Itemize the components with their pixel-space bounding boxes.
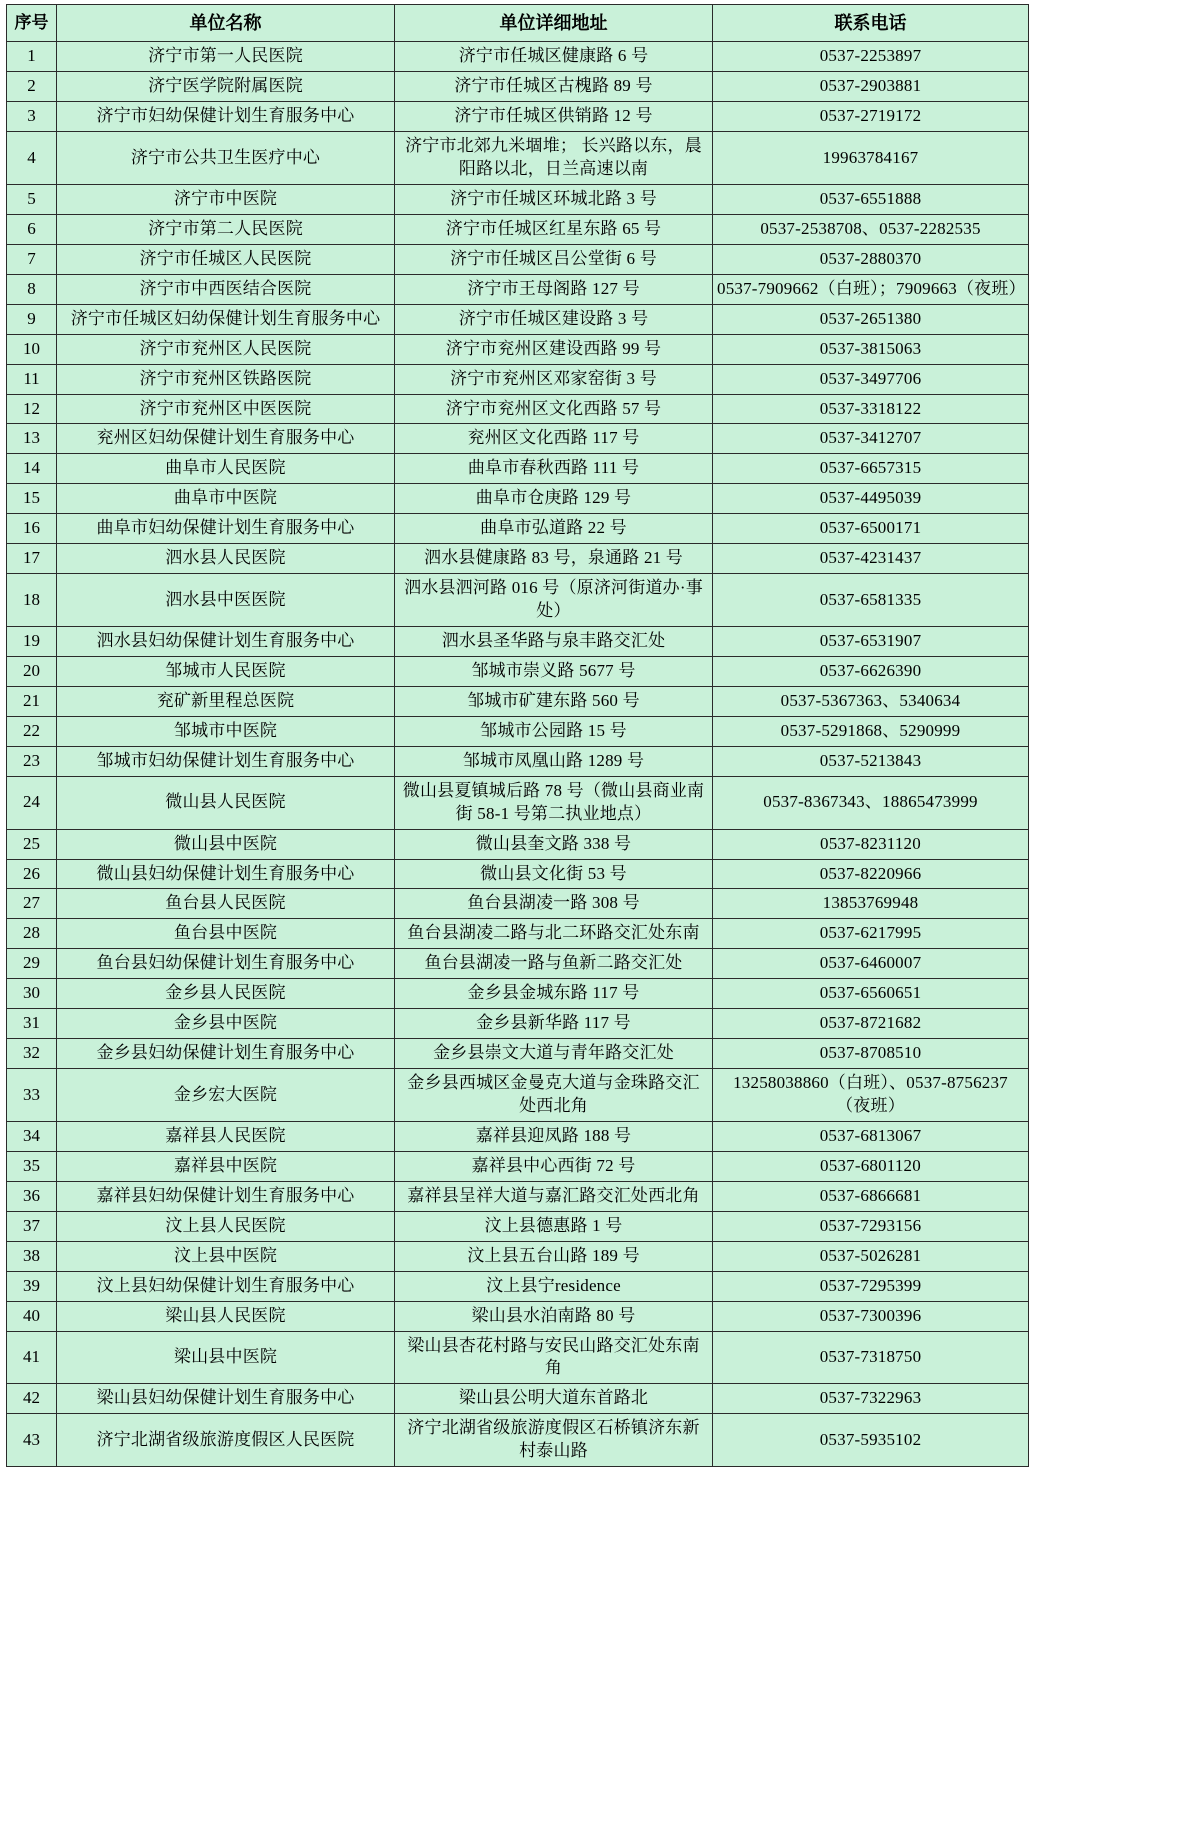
cell-unit-name: 济宁市第二人民医院 xyxy=(57,214,395,244)
table-row xyxy=(7,132,1029,185)
cell-index: 18 xyxy=(7,574,57,627)
cell-phone: 0537-2651380 xyxy=(713,304,1029,334)
cell-unit-name: 济宁市公共卫生医疗中心 xyxy=(57,132,395,185)
cell-phone: 0537-6813067 xyxy=(713,1121,1029,1151)
cell-phone: 0537-6581335 xyxy=(713,574,1029,627)
cell-phone: 0537-6500171 xyxy=(713,514,1029,544)
table-row xyxy=(7,1241,1029,1271)
table-row xyxy=(7,919,1029,949)
table-row xyxy=(7,1121,1029,1151)
cell-address: 济宁市任城区吕公堂街 6 号 xyxy=(395,244,713,274)
cell-unit-name: 济宁市兖州区铁路医院 xyxy=(57,364,395,394)
cell-address: 金乡县西城区金曼克大道与金珠路交汇处西北角 xyxy=(395,1069,713,1122)
hospital-contact-table xyxy=(6,4,1029,1467)
cell-unit-name: 兖州区妇幼保健计划生育服务中心 xyxy=(57,424,395,454)
cell-address: 梁山县水泊南路 80 号 xyxy=(395,1301,713,1331)
table-row xyxy=(7,1331,1029,1384)
cell-index: 24 xyxy=(7,776,57,829)
cell-index: 7 xyxy=(7,244,57,274)
cell-address: 济宁北湖省级旅游度假区石桥镇济东新村泰山路 xyxy=(395,1414,713,1467)
cell-address: 泗水县健康路 83 号，泉通路 21 号 xyxy=(395,544,713,574)
table-row xyxy=(7,244,1029,274)
cell-unit-name: 曲阜市妇幼保健计划生育服务中心 xyxy=(57,514,395,544)
cell-unit-name: 泗水县人民医院 xyxy=(57,544,395,574)
cell-unit-name: 金乡宏大医院 xyxy=(57,1069,395,1122)
cell-index: 6 xyxy=(7,214,57,244)
table-header-row xyxy=(7,5,1029,42)
table-row xyxy=(7,1414,1029,1467)
table-row xyxy=(7,1211,1029,1241)
cell-unit-name: 曲阜市人民医院 xyxy=(57,454,395,484)
table-row xyxy=(7,574,1029,627)
cell-unit-name: 济宁北湖省级旅游度假区人民医院 xyxy=(57,1414,395,1467)
cell-unit-name: 邹城市中医院 xyxy=(57,716,395,746)
cell-unit-name: 济宁市妇幼保健计划生育服务中心 xyxy=(57,102,395,132)
cell-index: 43 xyxy=(7,1414,57,1467)
cell-unit-name: 微山县中医院 xyxy=(57,829,395,859)
table-row xyxy=(7,979,1029,1009)
cell-phone: 0537-2719172 xyxy=(713,102,1029,132)
table-row xyxy=(7,274,1029,304)
cell-index: 2 xyxy=(7,72,57,102)
cell-address: 邹城市凤凰山路 1289 号 xyxy=(395,746,713,776)
cell-phone: 0537-2538708、0537-2282535 xyxy=(713,214,1029,244)
table-row xyxy=(7,1181,1029,1211)
cell-address: 曲阜市弘道路 22 号 xyxy=(395,514,713,544)
table-row xyxy=(7,484,1029,514)
cell-phone: 0537-6657315 xyxy=(713,454,1029,484)
cell-address: 金乡县金城东路 117 号 xyxy=(395,979,713,1009)
table-row xyxy=(7,656,1029,686)
cell-address: 泗水县圣华路与泉丰路交汇处 xyxy=(395,627,713,657)
table-row xyxy=(7,304,1029,334)
cell-address: 济宁市任城区环城北路 3 号 xyxy=(395,184,713,214)
table-row xyxy=(7,424,1029,454)
cell-index: 20 xyxy=(7,656,57,686)
cell-unit-name: 梁山县人民医院 xyxy=(57,1301,395,1331)
cell-address: 汶上县德惠路 1 号 xyxy=(395,1211,713,1241)
cell-index: 38 xyxy=(7,1241,57,1271)
cell-unit-name: 济宁市任城区人民医院 xyxy=(57,244,395,274)
table-row xyxy=(7,42,1029,72)
cell-index: 16 xyxy=(7,514,57,544)
cell-address: 嘉祥县中心西街 72 号 xyxy=(395,1151,713,1181)
cell-index: 14 xyxy=(7,454,57,484)
cell-index: 34 xyxy=(7,1121,57,1151)
cell-address: 微山县奎文路 338 号 xyxy=(395,829,713,859)
cell-phone: 0537-4231437 xyxy=(713,544,1029,574)
cell-index: 21 xyxy=(7,686,57,716)
cell-phone: 0537-7293156 xyxy=(713,1211,1029,1241)
cell-index: 9 xyxy=(7,304,57,334)
table-row xyxy=(7,1009,1029,1039)
cell-index: 11 xyxy=(7,364,57,394)
table-row xyxy=(7,514,1029,544)
cell-address: 泗水县泗河路 016 号（原济河街道办·事处） xyxy=(395,574,713,627)
cell-phone: 0537-6626390 xyxy=(713,656,1029,686)
cell-index: 15 xyxy=(7,484,57,514)
cell-index: 1 xyxy=(7,42,57,72)
table-row xyxy=(7,1271,1029,1301)
cell-address: 济宁市任城区古槐路 89 号 xyxy=(395,72,713,102)
cell-phone: 0537-3318122 xyxy=(713,394,1029,424)
cell-address: 济宁市任城区供销路 12 号 xyxy=(395,102,713,132)
cell-unit-name: 微山县妇幼保健计划生育服务中心 xyxy=(57,859,395,889)
cell-unit-name: 鱼台县中医院 xyxy=(57,919,395,949)
cell-phone: 0537-2880370 xyxy=(713,244,1029,274)
cell-address: 济宁市兖州区文化西路 57 号 xyxy=(395,394,713,424)
cell-address: 济宁市任城区健康路 6 号 xyxy=(395,42,713,72)
cell-address: 邹城市公园路 15 号 xyxy=(395,716,713,746)
table-row xyxy=(7,394,1029,424)
cell-phone: 0537-3412707 xyxy=(713,424,1029,454)
cell-address: 微山县夏镇城后路 78 号（微山县商业南街 58-1 号第二执业地点） xyxy=(395,776,713,829)
cell-index: 29 xyxy=(7,949,57,979)
cell-unit-name: 济宁市兖州区中医医院 xyxy=(57,394,395,424)
cell-address: 兖州区文化西路 117 号 xyxy=(395,424,713,454)
cell-index: 13 xyxy=(7,424,57,454)
cell-unit-name: 济宁市兖州区人民医院 xyxy=(57,334,395,364)
table-row xyxy=(7,102,1029,132)
cell-phone: 0537-8721682 xyxy=(713,1009,1029,1039)
cell-address: 嘉祥县呈祥大道与嘉汇路交汇处西北角 xyxy=(395,1181,713,1211)
cell-phone: 0537-5213843 xyxy=(713,746,1029,776)
table-row xyxy=(7,72,1029,102)
cell-phone: 0537-7322963 xyxy=(713,1384,1029,1414)
cell-index: 26 xyxy=(7,859,57,889)
cell-unit-name: 嘉祥县中医院 xyxy=(57,1151,395,1181)
cell-phone: 0537-8708510 xyxy=(713,1039,1029,1069)
table-head xyxy=(7,5,1029,42)
cell-address: 济宁市兖州区邓家窑街 3 号 xyxy=(395,364,713,394)
table-row xyxy=(7,686,1029,716)
cell-index: 28 xyxy=(7,919,57,949)
table-row xyxy=(7,1384,1029,1414)
cell-index: 23 xyxy=(7,746,57,776)
cell-index: 22 xyxy=(7,716,57,746)
cell-index: 19 xyxy=(7,627,57,657)
table-row xyxy=(7,746,1029,776)
cell-phone: 0537-6866681 xyxy=(713,1181,1029,1211)
cell-unit-name: 鱼台县妇幼保健计划生育服务中心 xyxy=(57,949,395,979)
cell-unit-name: 金乡县中医院 xyxy=(57,1009,395,1039)
cell-index: 27 xyxy=(7,889,57,919)
cell-address: 济宁市兖州区建设西路 99 号 xyxy=(395,334,713,364)
cell-index: 32 xyxy=(7,1039,57,1069)
table-row xyxy=(7,829,1029,859)
cell-phone: 0537-6531907 xyxy=(713,627,1029,657)
cell-phone: 0537-6217995 xyxy=(713,919,1029,949)
cell-index: 25 xyxy=(7,829,57,859)
cell-phone: 0537-6460007 xyxy=(713,949,1029,979)
table-body xyxy=(7,42,1029,1467)
cell-address: 济宁市北郊九米堌堆； 长兴路以东，晨阳路以北，日兰高速以南 xyxy=(395,132,713,185)
cell-phone: 0537-8220966 xyxy=(713,859,1029,889)
cell-phone: 0537-6560651 xyxy=(713,979,1029,1009)
cell-index: 3 xyxy=(7,102,57,132)
cell-address: 金乡县崇文大道与青年路交汇处 xyxy=(395,1039,713,1069)
cell-phone: 0537-7909662（白班）；7909663（夜班） xyxy=(713,274,1029,304)
table-row xyxy=(7,1069,1029,1122)
cell-index: 31 xyxy=(7,1009,57,1039)
cell-phone: 0537-3815063 xyxy=(713,334,1029,364)
cell-phone: 13853769948 xyxy=(713,889,1029,919)
cell-unit-name: 梁山县妇幼保健计划生育服务中心 xyxy=(57,1384,395,1414)
cell-phone: 0537-3497706 xyxy=(713,364,1029,394)
cell-address: 曲阜市仓庚路 129 号 xyxy=(395,484,713,514)
cell-phone: 13258038860（白班）、0537-8756237（夜班） xyxy=(713,1069,1029,1122)
cell-unit-name: 济宁市第一人民医院 xyxy=(57,42,395,72)
cell-phone: 19963784167 xyxy=(713,132,1029,185)
cell-phone: 0537-5026281 xyxy=(713,1241,1029,1271)
column-header-name: 单位名称 xyxy=(57,5,395,42)
cell-unit-name: 济宁市中西医结合医院 xyxy=(57,274,395,304)
cell-unit-name: 济宁市中医院 xyxy=(57,184,395,214)
cell-unit-name: 金乡县妇幼保健计划生育服务中心 xyxy=(57,1039,395,1069)
cell-index: 33 xyxy=(7,1069,57,1122)
table-row xyxy=(7,1151,1029,1181)
cell-address: 鱼台县湖凌二路与北二环路交汇处东南 xyxy=(395,919,713,949)
cell-address: 济宁市任城区红星东路 65 号 xyxy=(395,214,713,244)
cell-address: 嘉祥县迎凤路 188 号 xyxy=(395,1121,713,1151)
cell-index: 12 xyxy=(7,394,57,424)
table-row xyxy=(7,214,1029,244)
cell-address: 金乡县新华路 117 号 xyxy=(395,1009,713,1039)
cell-index: 4 xyxy=(7,132,57,185)
cell-phone: 0537-5367363、5340634 xyxy=(713,686,1029,716)
cell-unit-name: 鱼台县人民医院 xyxy=(57,889,395,919)
cell-unit-name: 汶上县妇幼保健计划生育服务中心 xyxy=(57,1271,395,1301)
table-row xyxy=(7,1301,1029,1331)
cell-address: 梁山县公明大道东首路北 xyxy=(395,1384,713,1414)
cell-index: 30 xyxy=(7,979,57,1009)
cell-unit-name: 金乡县人民医院 xyxy=(57,979,395,1009)
cell-phone: 0537-5935102 xyxy=(713,1414,1029,1467)
cell-index: 5 xyxy=(7,184,57,214)
cell-address: 鱼台县湖凌一路 308 号 xyxy=(395,889,713,919)
cell-unit-name: 嘉祥县人民医院 xyxy=(57,1121,395,1151)
table-row xyxy=(7,544,1029,574)
column-header-phone: 联系电话 xyxy=(713,5,1029,42)
cell-address: 梁山县杏花村路与安民山路交汇处东南角 xyxy=(395,1331,713,1384)
table-row xyxy=(7,627,1029,657)
table-row xyxy=(7,889,1029,919)
cell-address: 邹城市崇义路 5677 号 xyxy=(395,656,713,686)
column-header-address: 单位详细地址 xyxy=(395,5,713,42)
table-row xyxy=(7,859,1029,889)
cell-index: 40 xyxy=(7,1301,57,1331)
column-header-index: 序号 xyxy=(7,5,57,42)
cell-unit-name: 泗水县中医医院 xyxy=(57,574,395,627)
cell-index: 17 xyxy=(7,544,57,574)
cell-index: 35 xyxy=(7,1151,57,1181)
cell-unit-name: 邹城市妇幼保健计划生育服务中心 xyxy=(57,746,395,776)
cell-address: 济宁市王母阁路 127 号 xyxy=(395,274,713,304)
cell-address: 曲阜市春秋西路 111 号 xyxy=(395,454,713,484)
cell-address: 汶上县宁residence xyxy=(395,1271,713,1301)
cell-phone: 0537-2253897 xyxy=(713,42,1029,72)
cell-index: 8 xyxy=(7,274,57,304)
cell-unit-name: 微山县人民医院 xyxy=(57,776,395,829)
cell-unit-name: 济宁医学院附属医院 xyxy=(57,72,395,102)
cell-phone: 0537-7295399 xyxy=(713,1271,1029,1301)
cell-phone: 0537-7300396 xyxy=(713,1301,1029,1331)
cell-address: 汶上县五台山路 189 号 xyxy=(395,1241,713,1271)
table-row xyxy=(7,454,1029,484)
table-row xyxy=(7,1039,1029,1069)
cell-phone: 0537-8231120 xyxy=(713,829,1029,859)
cell-phone: 0537-6551888 xyxy=(713,184,1029,214)
table-row xyxy=(7,716,1029,746)
cell-address: 邹城市矿建东路 560 号 xyxy=(395,686,713,716)
table-row xyxy=(7,949,1029,979)
cell-phone: 0537-6801120 xyxy=(713,1151,1029,1181)
cell-phone: 0537-8367343、18865473999 xyxy=(713,776,1029,829)
cell-unit-name: 邹城市人民医院 xyxy=(57,656,395,686)
table-row xyxy=(7,364,1029,394)
cell-index: 42 xyxy=(7,1384,57,1414)
cell-index: 39 xyxy=(7,1271,57,1301)
table-row xyxy=(7,184,1029,214)
cell-unit-name: 济宁市任城区妇幼保健计划生育服务中心 xyxy=(57,304,395,334)
cell-phone: 0537-4495039 xyxy=(713,484,1029,514)
cell-unit-name: 嘉祥县妇幼保健计划生育服务中心 xyxy=(57,1181,395,1211)
cell-unit-name: 兖矿新里程总医院 xyxy=(57,686,395,716)
cell-address: 鱼台县湖凌一路与鱼新二路交汇处 xyxy=(395,949,713,979)
cell-index: 41 xyxy=(7,1331,57,1384)
cell-index: 10 xyxy=(7,334,57,364)
cell-unit-name: 曲阜市中医院 xyxy=(57,484,395,514)
cell-index: 36 xyxy=(7,1181,57,1211)
cell-unit-name: 汶上县人民医院 xyxy=(57,1211,395,1241)
table-row xyxy=(7,776,1029,829)
table-row xyxy=(7,334,1029,364)
cell-address: 微山县文化街 53 号 xyxy=(395,859,713,889)
cell-unit-name: 汶上县中医院 xyxy=(57,1241,395,1271)
cell-index: 37 xyxy=(7,1211,57,1241)
cell-phone: 0537-7318750 xyxy=(713,1331,1029,1384)
cell-phone: 0537-2903881 xyxy=(713,72,1029,102)
cell-phone: 0537-5291868、5290999 xyxy=(713,716,1029,746)
cell-address: 济宁市任城区建设路 3 号 xyxy=(395,304,713,334)
cell-unit-name: 梁山县中医院 xyxy=(57,1331,395,1384)
cell-unit-name: 泗水县妇幼保健计划生育服务中心 xyxy=(57,627,395,657)
